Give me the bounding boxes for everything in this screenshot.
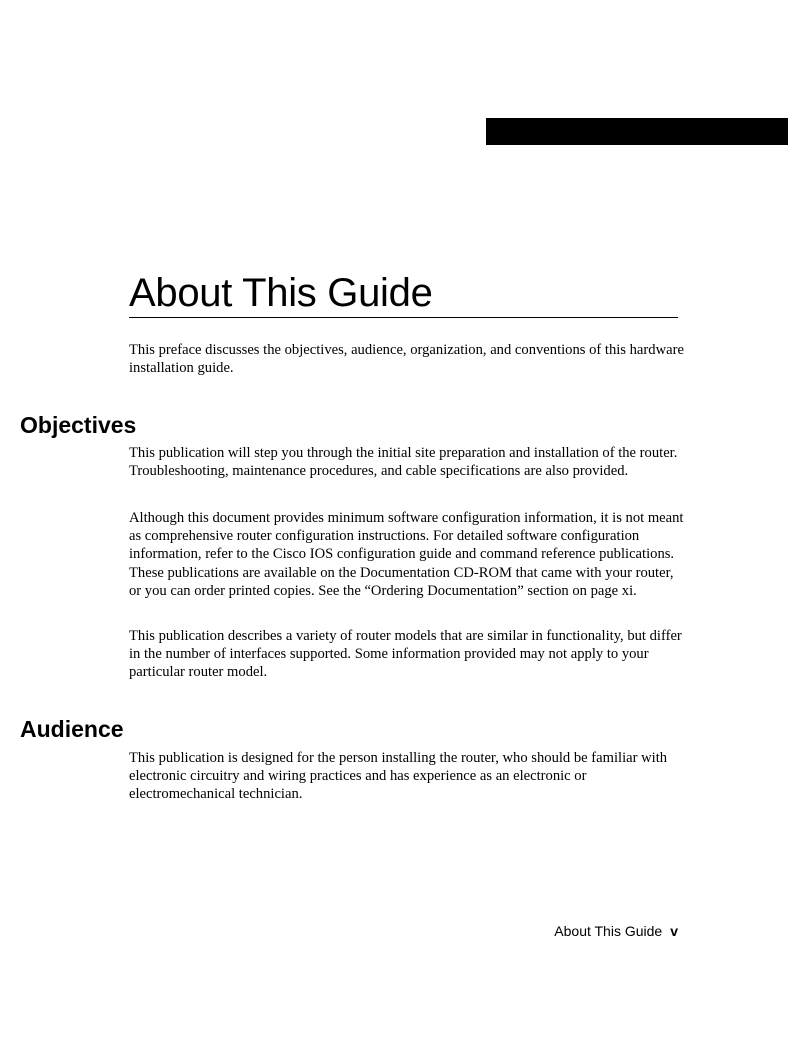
objectives-heading: Objectives	[20, 412, 137, 438]
objectives-paragraph-3: This publication describes a variety of router models that are similar in functionality, but differ in the number of interfaces supported. Some information provided may not apply to your particular router model.	[129, 628, 682, 681]
page-number: v	[670, 923, 678, 939]
chapter-title: About This Guide	[129, 271, 433, 315]
chapter-tab-bar	[486, 118, 788, 145]
footer-title: About This Guide	[554, 923, 663, 939]
objectives-paragraph-1: This publication will step you through the initial site preparation and installation of the router. Troubleshooting, maintenance procedures, and cable specifications are also provided.	[129, 445, 678, 480]
objectives-paragraph-2: Although this document provides minimum software configuration information, it is not meant as comprehensive router configuration instructions. For detailed software configuration information, refer to the Cisco IOS configuration guide and command reference publications. These publications are available on the Documentation CD-ROM that came with your router, or you can order printed copies. See the “Ordering Documentation” section on page xi.	[129, 510, 684, 599]
intro-paragraph: This preface discusses the objectives, audience, organization, and conventions of this hardware installation guide.	[129, 342, 684, 377]
page-footer	[554, 922, 678, 940]
audience-heading: Audience	[20, 716, 124, 742]
title-rule	[129, 317, 678, 318]
audience-paragraph-1: This publication is designed for the person installing the router, who should be familiar with electronic circuitry and wiring practices and has experience as an electronic or electromechanical technician.	[129, 750, 668, 803]
